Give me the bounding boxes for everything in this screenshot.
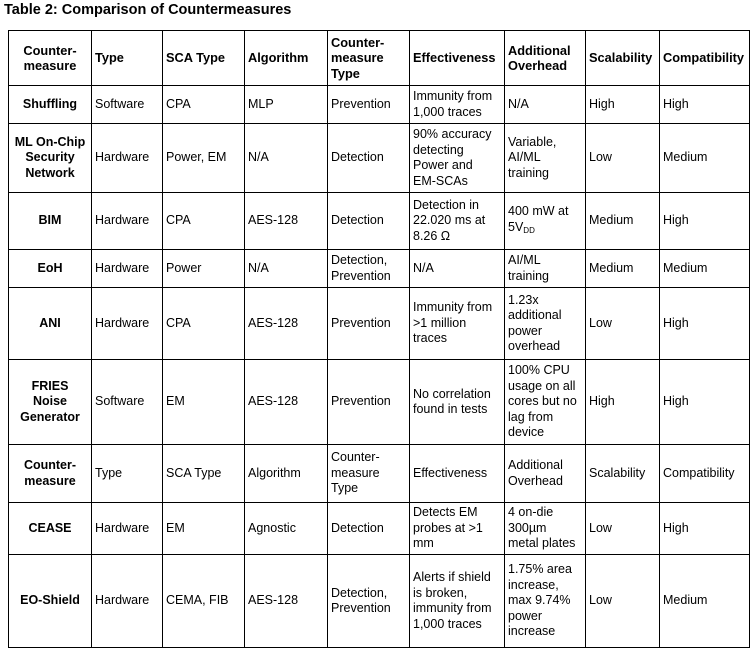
compatibility-cell: High — [660, 86, 750, 124]
algorithm-cell: AES-128 — [245, 193, 328, 250]
scalability-cell: High — [586, 360, 660, 445]
effectiveness-cell: Immunity from 1,000 traces — [410, 86, 505, 124]
table-row — [9, 124, 750, 193]
effectiveness-cell: Immunity from >1 million traces — [410, 288, 505, 360]
header-sca-type: SCA Type — [163, 445, 245, 503]
countermeasure-name-cell: ANI — [9, 288, 92, 360]
countermeasure-type-cell: Prevention — [328, 288, 410, 360]
sca-type-cell: CPA — [163, 86, 245, 124]
scalability-cell: High — [586, 86, 660, 124]
table-row — [9, 193, 750, 250]
countermeasures-table — [8, 30, 750, 648]
countermeasure-type-cell: Prevention — [328, 86, 410, 124]
effectiveness-cell: N/A — [410, 250, 505, 288]
compatibility-cell: Medium — [660, 124, 750, 193]
additional-overhead-cell: 1.75% area increase, max 9.74% power increase — [505, 555, 586, 648]
table-row — [9, 86, 750, 124]
subscript-dd: DD — [523, 225, 535, 235]
countermeasure-name-cell: CEASE — [9, 503, 92, 555]
scalability-cell: Low — [586, 555, 660, 648]
effectiveness-cell: 90% accuracy detecting Power and EM-SCAs — [410, 124, 505, 193]
table-row — [9, 360, 750, 445]
type-cell: Software — [92, 360, 163, 445]
additional-overhead-cell: 4 on-die 300µm metal plates — [505, 503, 586, 555]
additional-overhead-cell: N/A — [505, 86, 586, 124]
countermeasure-type-cell: Prevention — [328, 360, 410, 445]
header-compatibility: Compatibility — [660, 31, 750, 86]
algorithm-cell: MLP — [245, 86, 328, 124]
table-row — [9, 503, 750, 555]
scalability-cell: Low — [586, 288, 660, 360]
additional-overhead-cell: 1.23x additional power overhead — [505, 288, 586, 360]
additional-overhead-cell: AI/ML training — [505, 250, 586, 288]
additional-overhead-cell: Variable, AI/ML training — [505, 124, 586, 193]
sca-type-cell: CEMA, FIB — [163, 555, 245, 648]
compatibility-cell: Medium — [660, 555, 750, 648]
scalability-cell: Medium — [586, 250, 660, 288]
compatibility-cell: High — [660, 503, 750, 555]
type-cell: Hardware — [92, 250, 163, 288]
effectiveness-cell: Detects EM probes at >1 mm — [410, 503, 505, 555]
countermeasure-type-cell: Detection — [328, 503, 410, 555]
header-algorithm: Algorithm — [245, 31, 328, 86]
table-row — [9, 555, 750, 648]
sca-type-cell: Power — [163, 250, 245, 288]
additional-overhead-cell: 100% CPU usage on all cores but no lag from device — [505, 360, 586, 445]
type-cell: Hardware — [92, 124, 163, 193]
header-effectiveness: Effectiveness — [410, 31, 505, 86]
header-additional-overhead: Additional Overhead — [505, 31, 586, 86]
header-compatibility: Compatibility — [660, 445, 750, 503]
algorithm-cell: N/A — [245, 250, 328, 288]
algorithm-cell: AES-128 — [245, 555, 328, 648]
header-countermeasure: Counter- measure — [9, 445, 92, 503]
header-type: Type — [92, 31, 163, 86]
sca-type-cell: EM — [163, 360, 245, 445]
type-cell: Software — [92, 86, 163, 124]
countermeasure-type-cell: Detection — [328, 193, 410, 250]
algorithm-cell: AES-128 — [245, 288, 328, 360]
countermeasure-name-cell: BIM — [9, 193, 92, 250]
sca-type-cell: Power, EM — [163, 124, 245, 193]
countermeasure-name-cell: EO-Shield — [9, 555, 92, 648]
type-cell: Hardware — [92, 288, 163, 360]
compatibility-cell: Medium — [660, 250, 750, 288]
header-type: Type — [92, 445, 163, 503]
header-effectiveness: Effectiveness — [410, 445, 505, 503]
algorithm-cell: Agnostic — [245, 503, 328, 555]
countermeasure-type-cell: Detection, Prevention — [328, 250, 410, 288]
compatibility-cell: High — [660, 360, 750, 445]
header-countermeasure-type: Counter- measure Type — [328, 31, 410, 86]
effectiveness-cell: Detection in 22.020 ms at 8.26 Ω — [410, 193, 505, 250]
sca-type-cell: EM — [163, 503, 245, 555]
type-cell: Hardware — [92, 555, 163, 648]
algorithm-cell: N/A — [245, 124, 328, 193]
algorithm-cell: AES-128 — [245, 360, 328, 445]
countermeasure-name-cell: EoH — [9, 250, 92, 288]
scalability-cell: Low — [586, 124, 660, 193]
sca-type-cell: CPA — [163, 193, 245, 250]
effectiveness-cell: Alerts if shield is broken, immunity from 1,000 traces — [410, 555, 505, 648]
type-cell: Hardware — [92, 193, 163, 250]
scalability-cell: Medium — [586, 193, 660, 250]
additional-overhead-cell: 400 mW at $5V_{DD}$ — [505, 193, 586, 250]
scalability-cell: Low — [586, 503, 660, 555]
header-row — [9, 31, 750, 86]
table-row — [9, 288, 750, 360]
countermeasure-name-cell: ML On-Chip Security Network — [9, 124, 92, 193]
table-caption: Table 2: Comparison of Countermeasures — [4, 2, 292, 18]
header-additional-overhead: Additional Overhead — [505, 445, 586, 503]
header-countermeasure: Counter- measure — [9, 31, 92, 86]
header-scalability: Scalability — [586, 31, 660, 86]
header-countermeasure-type: Counter- measure Type — [328, 445, 410, 503]
header-sca-type: SCA Type — [163, 31, 245, 86]
countermeasure-type-cell: Detection, Prevention — [328, 555, 410, 648]
compatibility-cell: High — [660, 288, 750, 360]
countermeasure-name-cell: Shuffling — [9, 86, 92, 124]
table-row — [9, 250, 750, 288]
type-cell: Hardware — [92, 503, 163, 555]
countermeasure-type-cell: Detection — [328, 124, 410, 193]
header-scalability: Scalability — [586, 445, 660, 503]
effectiveness-cell: No correlation found in tests — [410, 360, 505, 445]
header-algorithm: Algorithm — [245, 445, 328, 503]
header-row — [9, 445, 750, 503]
sca-type-cell: CPA — [163, 288, 245, 360]
countermeasure-name-cell: FRIES Noise Generator — [9, 360, 92, 445]
compatibility-cell: High — [660, 193, 750, 250]
